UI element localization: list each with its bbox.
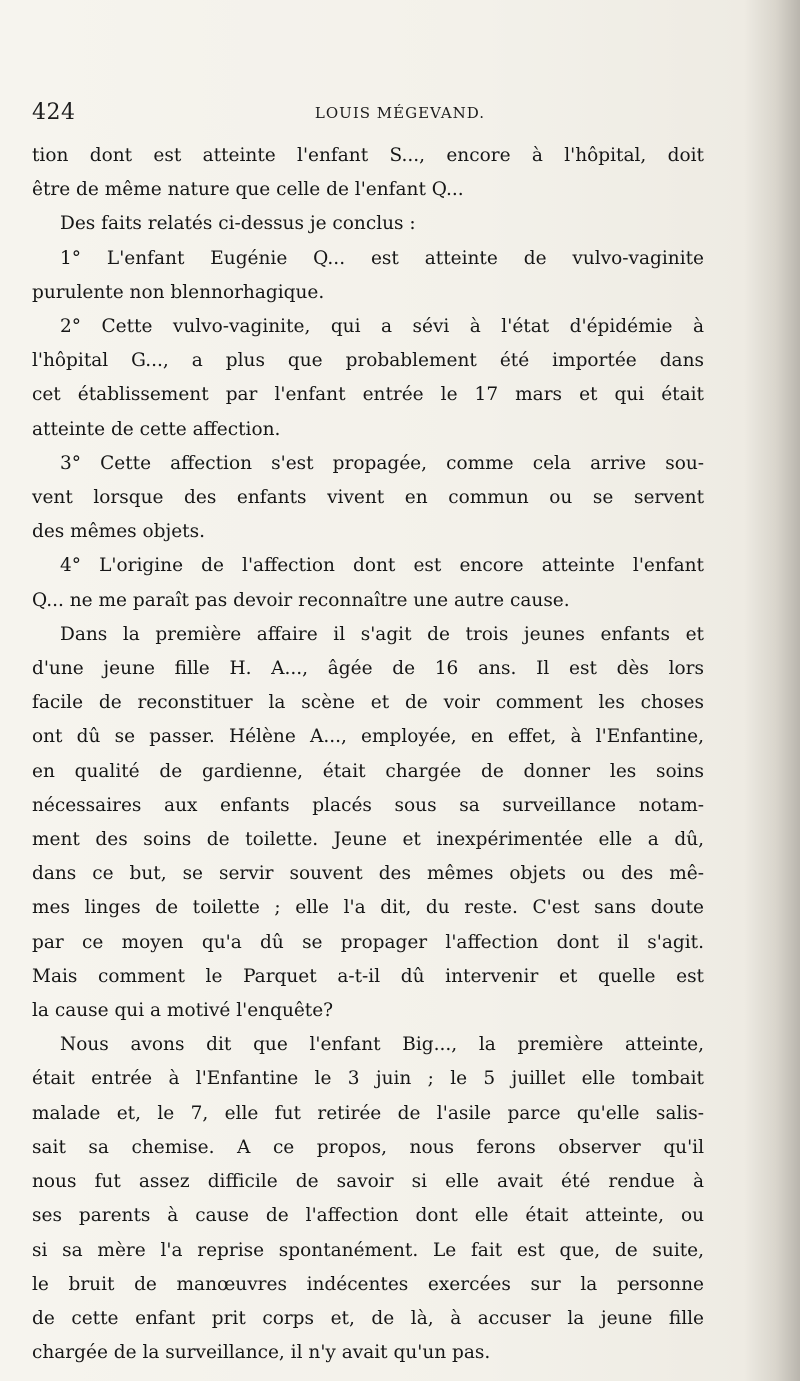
- text-line: 2° Cette vulvo-vaginite, qui a sévi à l'état d'épidémie à: [60, 316, 704, 338]
- text-line: être de même nature que celle de l'enfant Q...: [32, 179, 464, 201]
- text-line: facile de reconstituer la scène et de voir comment les choses: [32, 692, 704, 714]
- text-line: le bruit de manœuvres indécentes exercées sur la personne: [32, 1273, 704, 1295]
- text-line: Des faits relatés ci-dessus je conclus :: [60, 213, 416, 235]
- text-line: cet établissement par l'enfant entrée le 17 mars et qui était: [32, 384, 704, 406]
- text-line: en qualité de gardienne, était chargée de donner les soins: [32, 760, 704, 782]
- text-line: de cette enfant prit corps et, de là, à accuser la jeune fille: [32, 1307, 704, 1329]
- page-number: 424: [32, 100, 76, 125]
- text-line: nécessaires aux enfants placés sous sa surveillance notam-: [32, 794, 704, 816]
- text-line: nous fut assez difficile de savoir si elle avait été rendue à: [32, 1171, 704, 1193]
- text-line: était entrée à l'Enfantine le 3 juin ; le 5 juillet elle tombait: [32, 1068, 704, 1090]
- text-line: dans ce but, se servir souvent des mêmes objets ou des mê-: [32, 863, 704, 885]
- text-line: 1° L'enfant Eugénie Q... est atteinte de vulvo-vaginite: [60, 247, 704, 269]
- text-line: la cause qui a motivé l'enquête?: [32, 1000, 334, 1022]
- text-line: Q... ne me paraît pas devoir reconnaître une autre cause.: [32, 589, 570, 611]
- text-line: 3° Cette affection s'est propagée, comme cela arrive sou-: [60, 452, 704, 474]
- text-line: Mais comment le Parquet a-t-il dû intervenir et quelle est: [32, 965, 704, 987]
- text-line: Nous avons dit que l'enfant Big..., la première atteinte,: [60, 1034, 704, 1056]
- text-line: tion dont est atteinte l'enfant S..., encore à l'hôpital, doit: [32, 145, 704, 166]
- text-line: ses parents à cause de l'affection dont elle était atteinte, ou: [32, 1205, 704, 1227]
- text-line: atteinte de cette affection.: [32, 418, 281, 440]
- text-line: l'hôpital G..., a plus que probablement été importée dans: [32, 350, 704, 372]
- text-line: des mêmes objets.: [32, 521, 205, 543]
- body-text: [32, 139, 704, 1370]
- text-line: ont dû se passer. Hélène A..., employée, en effet, à l'Enfantine,: [32, 726, 704, 748]
- text-line: d'une jeune fille H. A..., âgée de 16 ans. Il est dès lors: [32, 658, 704, 680]
- text-line: vent lorsque des enfants vivent en commun ou se servent: [32, 487, 704, 509]
- text-line: purulente non blennorhagique.: [32, 281, 325, 303]
- text-line: par ce moyen qu'a dû se propager l'affection dont il s'agit.: [32, 931, 704, 953]
- text-line: sait sa chemise. A ce propos, nous ferons observer qu'il: [32, 1136, 704, 1158]
- text-line: Dans la première affaire il s'agit de trois jeunes enfants et: [60, 623, 704, 645]
- text-line: ment des soins de toilette. Jeune et inexpérimentée elle a dû,: [32, 829, 704, 851]
- text-line: malade et, le 7, elle fut retirée de l'asile parce qu'elle salis-: [32, 1102, 704, 1124]
- text-line: 4° L'origine de l'affection dont est encore atteinte l'enfant: [60, 555, 704, 577]
- text-line: si sa mère l'a reprise spontanément. Le fait est que, de suite,: [32, 1239, 704, 1261]
- running-head: LOUIS MÉGEVAND.: [314, 104, 486, 122]
- text-line: chargée de la surveillance, il n'y avait qu'un pas.: [32, 1342, 491, 1364]
- page-header: [30, 100, 710, 130]
- text-line: mes linges de toilette ; elle l'a dit, du reste. C'est sans doute: [32, 897, 704, 919]
